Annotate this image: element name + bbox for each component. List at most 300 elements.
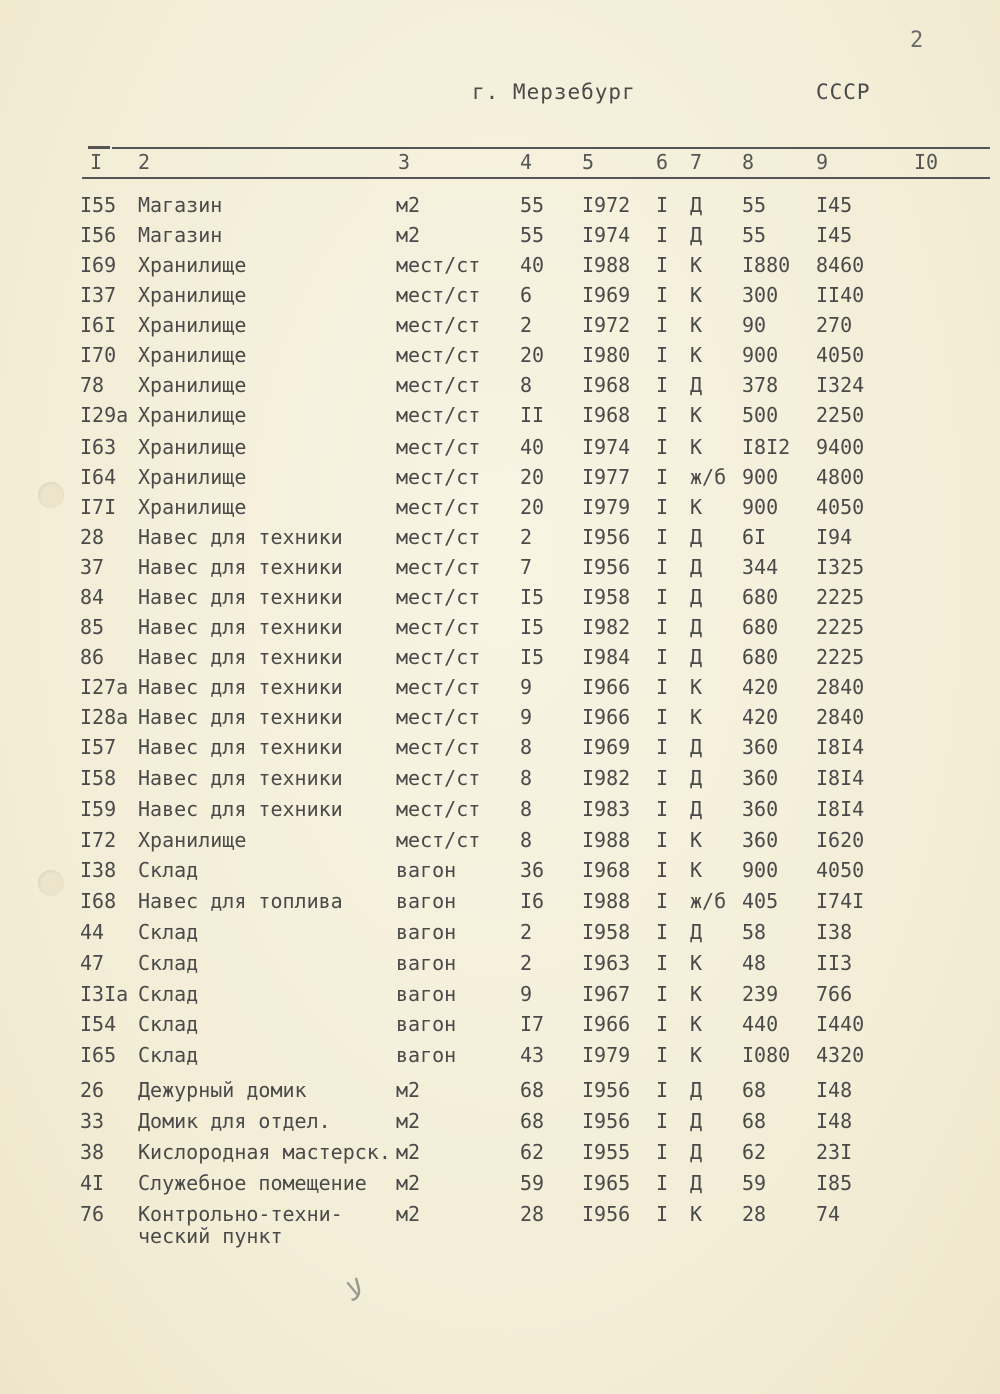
row-name: Кислородная мастерск.: [138, 1140, 391, 1164]
row-col4: 20: [520, 495, 545, 519]
row-name: Навес для топлива: [138, 889, 343, 913]
row-material: К: [690, 403, 703, 427]
row-name: Навес для техники: [138, 645, 343, 669]
row-col6: I: [656, 1012, 669, 1036]
row-number: 28: [80, 525, 105, 549]
table-row: [0, 828, 1000, 858]
row-year: I966: [582, 675, 631, 699]
row-name: Контрольно-техни-: [138, 1202, 343, 1226]
row-unit: мест/ст: [396, 465, 481, 489]
row-col6: I: [656, 645, 669, 669]
row-name: Склад: [138, 858, 199, 882]
row-number: I38: [80, 858, 117, 882]
row-col8: 680: [742, 585, 779, 609]
row-col6: I: [656, 735, 669, 759]
row-number: I54: [80, 1012, 117, 1036]
row-year: I956: [582, 555, 631, 579]
table-row: [0, 615, 1000, 645]
row-col6: I: [656, 373, 669, 397]
row-col6: I: [656, 403, 669, 427]
row-col6: I: [656, 675, 669, 699]
row-col4: I6: [520, 889, 545, 913]
row-year: I979: [582, 495, 631, 519]
row-unit: мест/ст: [396, 525, 481, 549]
header-top-rule: [112, 147, 990, 149]
row-material: ж/б: [690, 889, 727, 913]
row-col9: I45: [816, 193, 853, 217]
row-number: I70: [80, 343, 117, 367]
row-col8: 360: [742, 766, 779, 790]
row-year: I965: [582, 1171, 631, 1195]
row-col4: 36: [520, 858, 545, 882]
row-material: Д: [690, 615, 703, 639]
row-number: I37: [80, 283, 117, 307]
row-number: I29а: [80, 403, 129, 427]
row-material: Д: [690, 797, 703, 821]
row-name: Хранилище: [138, 465, 247, 489]
table-row: [0, 858, 1000, 888]
table-row: [0, 373, 1000, 403]
table-row: [0, 1171, 1000, 1201]
row-material: К: [690, 495, 703, 519]
row-col9: 766: [816, 982, 853, 1006]
row-year: I980: [582, 343, 631, 367]
row-material: К: [690, 705, 703, 729]
row-unit: вагон: [396, 982, 457, 1006]
row-year: I984: [582, 645, 631, 669]
row-year: I966: [582, 1012, 631, 1036]
column-header-3: 3: [398, 150, 411, 174]
table-row: [0, 223, 1000, 253]
row-year: I969: [582, 735, 631, 759]
table-row: [0, 555, 1000, 585]
row-col8: 28: [742, 1202, 767, 1226]
row-unit: мест/ст: [396, 403, 481, 427]
row-col4: 20: [520, 465, 545, 489]
row-number: I65: [80, 1043, 117, 1067]
row-col6: I: [656, 193, 669, 217]
row-material: Д: [690, 1109, 703, 1133]
country-heading: СССР: [816, 80, 871, 104]
row-year: I956: [582, 525, 631, 549]
row-unit: мест/ст: [396, 283, 481, 307]
row-col4: I5: [520, 645, 545, 669]
row-col6: I: [656, 920, 669, 944]
row-unit: мест/ст: [396, 253, 481, 277]
column-header-4: 4: [520, 150, 533, 174]
row-col9: 4050: [816, 495, 865, 519]
row-col8: 62: [742, 1140, 767, 1164]
row-year: I979: [582, 1043, 631, 1067]
row-number: 26: [80, 1078, 105, 1102]
row-col9: I74I: [816, 889, 865, 913]
row-col9: I38: [816, 920, 853, 944]
row-material: Д: [690, 1171, 703, 1195]
row-number: 37: [80, 555, 105, 579]
row-col9: 2225: [816, 645, 865, 669]
row-col6: I: [656, 283, 669, 307]
row-name: Домик для отдел.: [138, 1109, 331, 1133]
row-col4: 2: [520, 951, 533, 975]
table-row: [0, 766, 1000, 796]
row-col8: 90: [742, 313, 767, 337]
table-row: [0, 313, 1000, 343]
row-name: Хранилище: [138, 373, 247, 397]
row-name: Склад: [138, 1012, 199, 1036]
row-year: I967: [582, 982, 631, 1006]
row-col4: 40: [520, 253, 545, 277]
row-material: Д: [690, 1078, 703, 1102]
row-col8: I880: [742, 253, 791, 277]
row-col9: 2225: [816, 615, 865, 639]
row-col9: I48: [816, 1078, 853, 1102]
row-name-continuation: ческий пункт: [138, 1224, 283, 1248]
row-unit: мест/ст: [396, 343, 481, 367]
row-col8: 420: [742, 705, 779, 729]
row-col6: I: [656, 858, 669, 882]
row-material: Д: [690, 525, 703, 549]
column-header-1: I: [90, 150, 103, 174]
table-row: [0, 1202, 1000, 1248]
table-row: [0, 675, 1000, 705]
row-number: 76: [80, 1202, 105, 1226]
row-col8: 55: [742, 223, 767, 247]
table-row: [0, 920, 1000, 950]
row-name: Склад: [138, 951, 199, 975]
row-col8: 500: [742, 403, 779, 427]
row-col6: I: [656, 705, 669, 729]
row-unit: м2: [396, 193, 421, 217]
row-col8: 239: [742, 982, 779, 1006]
table-row: [0, 495, 1000, 525]
row-col9: 4800: [816, 465, 865, 489]
table-row: [0, 735, 1000, 765]
row-col4: I7: [520, 1012, 545, 1036]
row-col9: 2840: [816, 705, 865, 729]
row-unit: м2: [396, 1202, 421, 1226]
row-col8: 360: [742, 735, 779, 759]
row-col4: 6: [520, 283, 533, 307]
table-row: [0, 343, 1000, 373]
table-row: [0, 193, 1000, 223]
row-number: 47: [80, 951, 105, 975]
row-year: I956: [582, 1202, 631, 1226]
row-col9: 74: [816, 1202, 841, 1226]
row-unit: мест/ст: [396, 373, 481, 397]
row-col9: I94: [816, 525, 853, 549]
row-col6: I: [656, 223, 669, 247]
column-header-6: 6: [656, 150, 669, 174]
row-col9: I85: [816, 1171, 853, 1195]
row-col4: 55: [520, 193, 545, 217]
row-name: Навес для техники: [138, 766, 343, 790]
row-material: К: [690, 1043, 703, 1067]
row-name: Хранилище: [138, 495, 247, 519]
row-col4: 2: [520, 525, 533, 549]
row-col8: 378: [742, 373, 779, 397]
row-col6: I: [656, 766, 669, 790]
row-col6: I: [656, 495, 669, 519]
row-name: Хранилище: [138, 283, 247, 307]
row-col4: 8: [520, 766, 533, 790]
row-col6: I: [656, 1078, 669, 1102]
row-year: I982: [582, 615, 631, 639]
row-col8: 58: [742, 920, 767, 944]
row-number: I59: [80, 797, 117, 821]
row-col8: 900: [742, 495, 779, 519]
row-year: I977: [582, 465, 631, 489]
table-row: [0, 797, 1000, 827]
row-name: Служебное помещение: [138, 1171, 367, 1195]
row-unit: мест/ст: [396, 766, 481, 790]
row-year: I983: [582, 797, 631, 821]
row-col8: 440: [742, 1012, 779, 1036]
row-col4: 9: [520, 705, 533, 729]
row-col4: 2: [520, 920, 533, 944]
row-unit: м2: [396, 1109, 421, 1133]
row-number: 86: [80, 645, 105, 669]
row-year: I958: [582, 585, 631, 609]
row-col8: 680: [742, 615, 779, 639]
row-year: I972: [582, 313, 631, 337]
row-material: К: [690, 435, 703, 459]
row-year: I969: [582, 283, 631, 307]
row-col8: 6I: [742, 525, 767, 549]
row-col9: 4320: [816, 1043, 865, 1067]
row-number: I55: [80, 193, 117, 217]
row-col8: 68: [742, 1078, 767, 1102]
row-unit: вагон: [396, 858, 457, 882]
row-col8: 360: [742, 797, 779, 821]
row-number: 84: [80, 585, 105, 609]
row-unit: мест/ст: [396, 555, 481, 579]
row-year: I974: [582, 435, 631, 459]
row-material: К: [690, 828, 703, 852]
row-name: Магазин: [138, 193, 223, 217]
table-row: [0, 283, 1000, 313]
row-col4: II: [520, 403, 545, 427]
row-unit: мест/ст: [396, 705, 481, 729]
row-col9: I440: [816, 1012, 865, 1036]
row-name: Навес для техники: [138, 797, 343, 821]
row-number: 44: [80, 920, 105, 944]
row-col9: 2840: [816, 675, 865, 699]
row-col8: I8I2: [742, 435, 791, 459]
table-row: [0, 645, 1000, 675]
row-col9: II3: [816, 951, 853, 975]
row-unit: м2: [396, 1140, 421, 1164]
row-name: Дежурный домик: [138, 1078, 307, 1102]
row-number: I57: [80, 735, 117, 759]
row-col9: 2225: [816, 585, 865, 609]
row-col8: 680: [742, 645, 779, 669]
row-col8: 59: [742, 1171, 767, 1195]
row-col6: I: [656, 525, 669, 549]
row-name: Хранилище: [138, 313, 247, 337]
row-name: Магазин: [138, 223, 223, 247]
row-col6: I: [656, 465, 669, 489]
row-material: К: [690, 982, 703, 1006]
row-number: I3Iа: [80, 982, 129, 1006]
table-row: [0, 403, 1000, 433]
table-row: [0, 1140, 1000, 1170]
row-unit: м2: [396, 1078, 421, 1102]
row-unit: мест/ст: [396, 735, 481, 759]
row-col9: I8I4: [816, 766, 865, 790]
row-name: Склад: [138, 982, 199, 1006]
row-material: Д: [690, 373, 703, 397]
row-number: I6I: [80, 313, 117, 337]
row-material: К: [690, 253, 703, 277]
row-col4: I5: [520, 615, 545, 639]
page-number: 2: [910, 28, 924, 53]
row-col6: I: [656, 982, 669, 1006]
row-col8: 300: [742, 283, 779, 307]
row-unit: м2: [396, 223, 421, 247]
table-row: [0, 435, 1000, 465]
row-col9: 270: [816, 313, 853, 337]
row-col4: 9: [520, 675, 533, 699]
row-col6: I: [656, 797, 669, 821]
row-col4: 8: [520, 735, 533, 759]
row-unit: вагон: [396, 1012, 457, 1036]
row-year: I963: [582, 951, 631, 975]
row-col9: 2250: [816, 403, 865, 427]
row-col6: I: [656, 313, 669, 337]
row-col6: I: [656, 253, 669, 277]
row-unit: мест/ст: [396, 797, 481, 821]
row-unit: мест/ст: [396, 585, 481, 609]
table-row: [0, 982, 1000, 1012]
row-col8: 900: [742, 343, 779, 367]
table-row: [0, 951, 1000, 981]
row-col9: I8I4: [816, 735, 865, 759]
row-number: I63: [80, 435, 117, 459]
row-number: I28а: [80, 705, 129, 729]
row-col6: I: [656, 435, 669, 459]
row-year: I988: [582, 889, 631, 913]
row-col8: 344: [742, 555, 779, 579]
row-col9: I8I4: [816, 797, 865, 821]
row-number: I56: [80, 223, 117, 247]
row-col8: 405: [742, 889, 779, 913]
row-name: Хранилище: [138, 435, 247, 459]
row-material: К: [690, 343, 703, 367]
row-name: Навес для техники: [138, 705, 343, 729]
row-col8: 360: [742, 828, 779, 852]
row-name: Навес для техники: [138, 615, 343, 639]
header-bottom-rule: [82, 177, 990, 179]
row-number: 4I: [80, 1171, 105, 1195]
row-material: ж/б: [690, 465, 727, 489]
column-header-2: 2: [138, 150, 151, 174]
row-name: Навес для техники: [138, 525, 343, 549]
row-col6: I: [656, 1109, 669, 1133]
row-unit: мест/ст: [396, 495, 481, 519]
row-material: Д: [690, 645, 703, 669]
row-col4: 68: [520, 1109, 545, 1133]
row-col9: 9400: [816, 435, 865, 459]
row-number: I68: [80, 889, 117, 913]
row-col4: 62: [520, 1140, 545, 1164]
row-name: Хранилище: [138, 403, 247, 427]
row-col4: 68: [520, 1078, 545, 1102]
row-material: К: [690, 1202, 703, 1226]
row-year: I974: [582, 223, 631, 247]
row-name: Навес для техники: [138, 735, 343, 759]
row-col6: I: [656, 889, 669, 913]
row-year: I968: [582, 403, 631, 427]
row-col4: 28: [520, 1202, 545, 1226]
row-col6: I: [656, 343, 669, 367]
row-col4: 40: [520, 435, 545, 459]
row-material: Д: [690, 766, 703, 790]
row-col6: I: [656, 1043, 669, 1067]
row-col4: 7: [520, 555, 533, 579]
row-number: 33: [80, 1109, 105, 1133]
row-unit: мест/ст: [396, 675, 481, 699]
row-unit: вагон: [396, 920, 457, 944]
row-name: Хранилище: [138, 828, 247, 852]
table-row: [0, 1012, 1000, 1042]
header-tick-mark: [88, 146, 110, 149]
row-col6: I: [656, 951, 669, 975]
row-material: Д: [690, 735, 703, 759]
row-number: I27а: [80, 675, 129, 699]
row-unit: мест/ст: [396, 313, 481, 337]
row-col9: I48: [816, 1109, 853, 1133]
row-col4: 55: [520, 223, 545, 247]
row-material: К: [690, 283, 703, 307]
row-col4: 9: [520, 982, 533, 1006]
row-year: I988: [582, 253, 631, 277]
column-header-9: 9: [816, 150, 829, 174]
row-year: I968: [582, 858, 631, 882]
column-header-8: 8: [742, 150, 755, 174]
row-col4: 2: [520, 313, 533, 337]
row-number: 78: [80, 373, 105, 397]
row-material: Д: [690, 1140, 703, 1164]
row-material: Д: [690, 555, 703, 579]
row-name: Навес для техники: [138, 585, 343, 609]
ink-smudge: ﻻ: [342, 1272, 367, 1309]
row-col4: I5: [520, 585, 545, 609]
row-year: I956: [582, 1078, 631, 1102]
row-material: К: [690, 1012, 703, 1036]
row-col9: I325: [816, 555, 865, 579]
row-material: К: [690, 675, 703, 699]
table-row: [0, 585, 1000, 615]
row-col9: 8460: [816, 253, 865, 277]
row-col9: II40: [816, 283, 865, 307]
table-row: [0, 1078, 1000, 1108]
row-material: Д: [690, 920, 703, 944]
row-col6: I: [656, 1140, 669, 1164]
row-col9: 23I: [816, 1140, 853, 1164]
row-col4: 20: [520, 343, 545, 367]
row-unit: мест/ст: [396, 435, 481, 459]
row-unit: м2: [396, 1171, 421, 1195]
row-unit: вагон: [396, 889, 457, 913]
row-col8: 900: [742, 858, 779, 882]
column-header-7: 7: [690, 150, 703, 174]
row-name: Склад: [138, 920, 199, 944]
row-year: I956: [582, 1109, 631, 1133]
row-col8: 48: [742, 951, 767, 975]
row-year: I968: [582, 373, 631, 397]
row-col6: I: [656, 585, 669, 609]
row-number: I72: [80, 828, 117, 852]
